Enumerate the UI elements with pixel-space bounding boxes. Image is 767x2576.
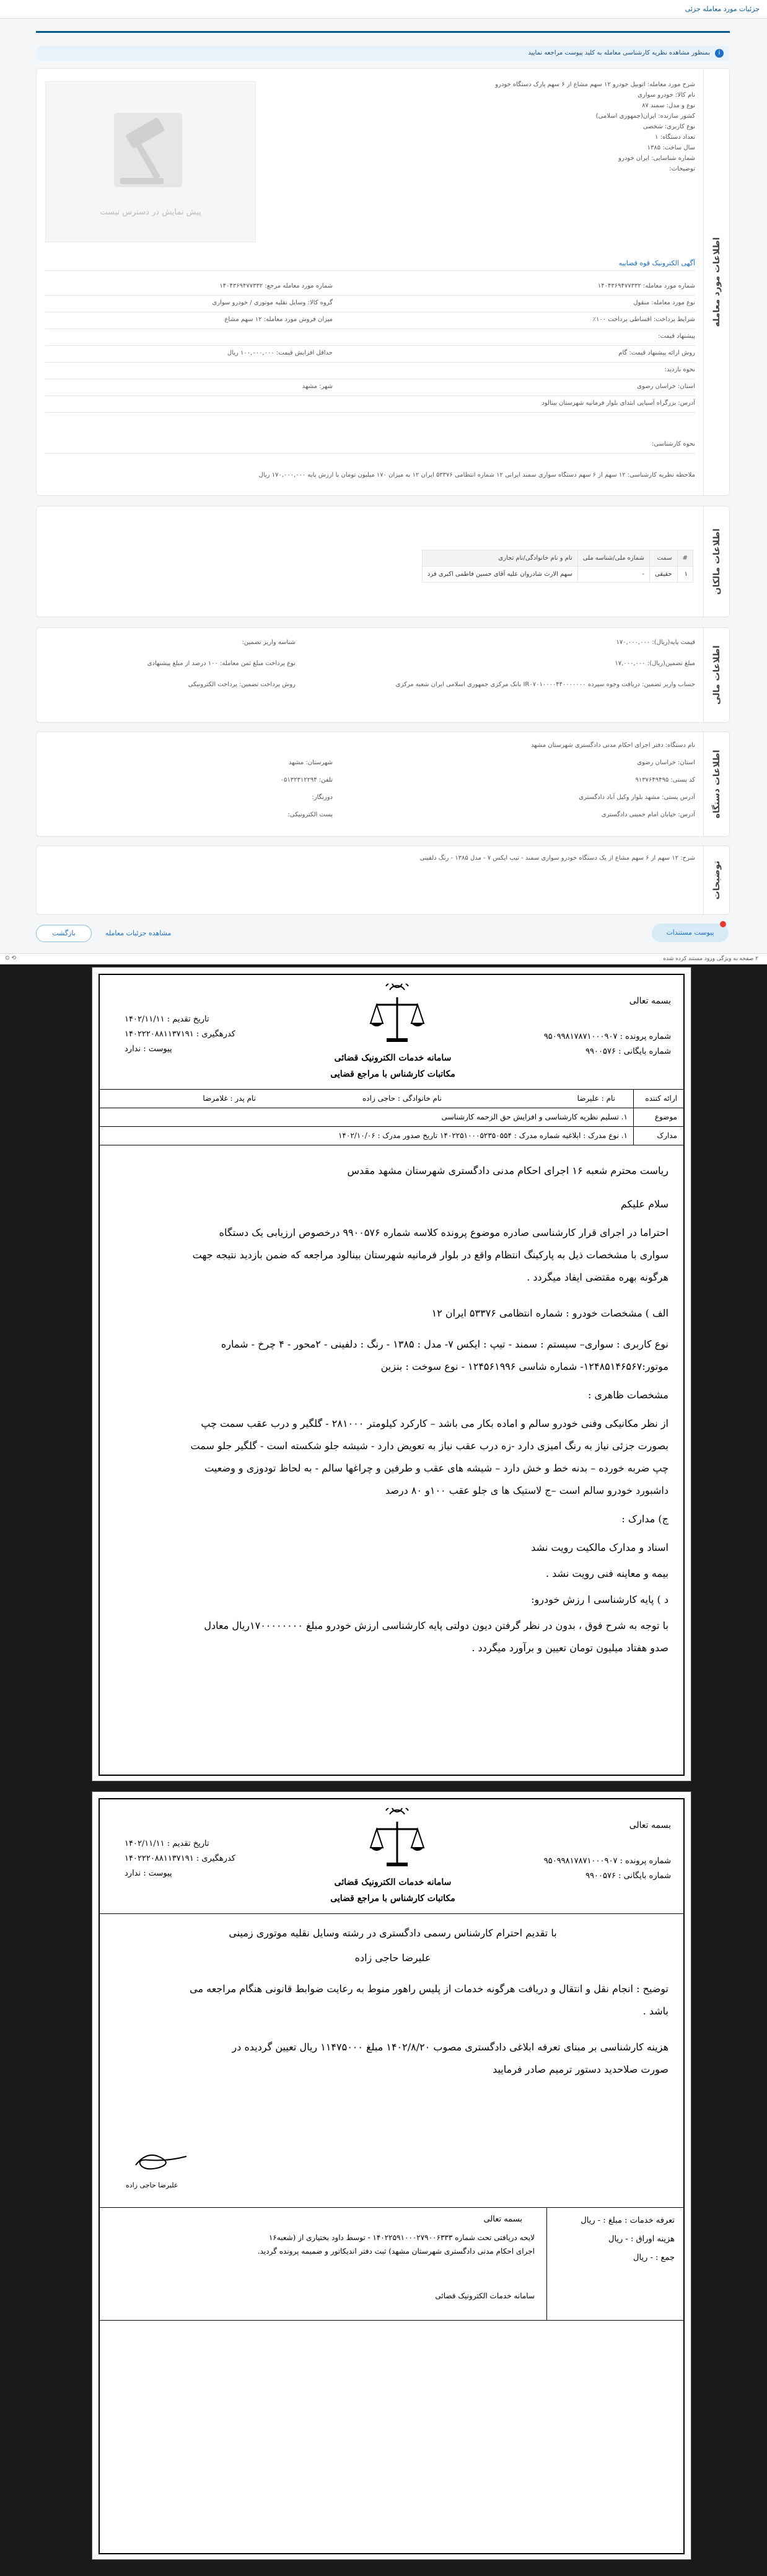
top-bar [0,0,767,19]
docs-line-2: بیمه و معاینه فنی رویت نشد . [545,1568,668,1579]
letter-body-2 [113,1978,668,2081]
field-left: حداقل افزایش قیمت: ۱۰۰,۰۰۰,۰۰۰ ریال [227,350,333,356]
table-header [422,550,693,567]
divider [45,395,695,396]
submit-date: تاریخ تقدیم : ۱۴۰۲/۱۱/۱۱ [125,1839,209,1848]
field-left: پست الکترونیکی: [287,811,333,818]
expert-name: علیرضا حاجی زاده [354,1952,431,1964]
system-subtitle: مکاتبات کارشناس با مراجع قضایی [330,1069,455,1079]
respect-line: با تقدیم احترام کارشناس رسمی دادگستری در رشته وسایل نقلیه موتوری زمینی [229,1927,557,1939]
case-number: شماره پرونده : ۹۵۰۹۹۸۱۷۸۷۱۰۰۰۹۰۷ [543,1856,671,1866]
description-line: نوع کاربری: شخصی [642,123,695,130]
viewer-controls-icon[interactable]: ⟲ ⊙ [5,955,16,961]
field-right: نوع مورد معامله: منقول [633,299,695,306]
system-subtitle: مکاتبات کارشناس با مراجع قضایی [330,1894,455,1903]
field-right: پیشنهاد قیمت: [658,333,695,340]
section-dal: د ) پایه کارشناسی ا رزش خودرو: [531,1594,668,1605]
owners-card [36,506,730,617]
paragraph-line: صدو هفتاد میلیون تومان تعیین و برآورد میگردد . [471,1642,668,1654]
paragraph-line: صورت صلاحدید دستور ترمیم صادر فرمایید [493,2063,668,2075]
rule [100,1089,683,1090]
paragraph-line: داشبورد خودرو سالم است –ج لاستیک ها ی جلو عقب ۱۰۰و ۸۰ درصد [385,1484,668,1496]
divider [45,345,695,346]
document-page-1 [92,967,691,1781]
judiciary-emblem-icon [369,1808,425,1870]
intro-paragraph [113,1222,668,1289]
field-left: تلفن: ۰۵۱۳۲۳۱۲۲۹۴ [280,777,333,783]
signature-icon [131,2146,193,2177]
description-line: سال ساخت: ۱۳۸۵ [647,144,695,151]
divider [45,270,695,271]
attachment-info: پیوست : ندارد [125,1044,172,1054]
paragraph-line: سواری با مشخصات ذیل به پارکینگ انتظام واقع در بلوار فرمانیه شهرستان بینالود مراجعه که ضمن بازدید نتیجه جهت [192,1249,668,1261]
receipt-system: سامانه خدمات الکترونیک قضائی [435,2291,535,2300]
submitter-label: ارائه کننده [645,1094,677,1103]
subject-card [36,68,730,496]
field-right: استان: خراسان رضوی [637,759,695,766]
note-paragraph [113,1978,668,2022]
table-cell: ۱ [677,567,693,583]
paragraph-line: با توجه به شرح فوق ، بدون در نظر گرفتن دیون دولتی پایه کارشناسی ارزش خودرو مبلغ ۱۷۰۰۰۰۰۰۰۰ریال معادل [204,1620,668,1631]
submitter-family: نام خانوادگی : حاجی زاده [362,1094,442,1103]
paragraph-line: هزینه کارشناسی بر مبنای تعرفه ابلاغی دادگستری مصوب ۱۴۰۲/۸/۲۰ مبلغ ۱۱۴۷۵۰۰۰ ریال تعیین گردیده در [232,2041,668,2053]
financial-section-title: اطلاعات مالی [703,628,729,722]
vehicle-specs [113,1333,668,1378]
paragraph-line: احتراما در اجرای قرار کارشناسی صادره موضوع پرونده کلاسه شماره ۹۹۰۰۵۷۶ درخصوص ارزیابی یک دستگاه [219,1227,668,1238]
notes-card [36,845,730,915]
attachment-info: پیوست : ندارد [125,1869,172,1878]
rule [100,1913,683,1914]
case-number: شماره پرونده : ۹۵۰۹۹۸۱۷۸۷۱۰۰۰۹۰۷ [543,1032,671,1041]
receipt-bismillah: بسمه تعالی [483,2215,522,2224]
rule [100,2320,683,2321]
device-card [36,731,730,837]
owners-table [422,550,693,583]
field-right: استان: خراسان رضوی [637,383,695,390]
preview-placeholder [45,81,256,242]
archive-number: شماره بایگانی : ۹۹۰۰۵۷۶ [585,1047,671,1056]
signature-name: علیرضا حاجی زاده [126,2181,178,2189]
table-cell: - [577,567,649,583]
divider [45,295,695,296]
rule [546,2207,547,2320]
table-header-cell: نام و نام خانوادگی/نام تجاری [422,550,577,567]
field-left: روش پرداخت تضمین: پرداخت الکترونیکی [188,681,296,688]
view-details-button[interactable]: مشاهده جزئیات معامله [105,929,172,937]
submit-date: تاریخ تقدیم : ۱۴۰۲/۱۱/۱۱ [125,1015,209,1024]
tracking-code: کدرهگیری : ۱۴۰۲۲۲۰۸۸۱۱۳۷۱۹۱ [125,1030,235,1039]
attachment-button[interactable]: پیوست مستندات [652,924,729,942]
judiciary-emblem-icon [369,984,425,1046]
device-section-title: اطلاعات دستگاه [703,732,729,836]
documents-label: مدارک [657,1131,677,1140]
field-right: آدرس: بزرگراه آسیایی ابتدای بلوار فرمانیه شهرستان بینالود [541,400,695,407]
table-cell: حقیقی [649,567,677,583]
app-content [0,19,767,953]
table-header-cell: # [677,550,693,567]
field-left: شهرستان: مشهد [289,759,333,766]
gavel-icon [108,100,195,200]
divider [45,412,695,413]
field-right: نحوه بازدید: [664,366,695,373]
submitter-name: نام : علیرضا [577,1094,615,1103]
preview-caption: پیش نمایش در دسترس نیست [100,208,201,217]
table-cell: سهم الارث شادروان علیه آقای حسین فاطمی اکبری فرد [422,567,577,583]
tracking-code: کدرهگیری : ۱۴۰۲۲۲۰۸۸۱۱۳۷۱۹۱ [125,1854,235,1863]
field-left: شماره مورد معامله مرجع: ۱۴۰۴۳۶۹۴۷۷۳۳۲ [219,283,333,289]
notes-section-title: توضیحات [703,846,729,914]
field-left: نوع پرداخت مبلغ ثمن معامله: ۱۰۰ درصد از مبلغ پیشنهادی [147,660,296,667]
fee-paragraph [113,2036,668,2081]
paragraph-line: باشد . [642,2005,668,2017]
bismillah: بسمه تعالی [629,1820,671,1830]
document-page-2 [92,1791,691,2560]
receipt-line: اجرای احکام مدنی دادگستری شهرستان مشهد) ثبت دفتر اندیکاتور و ضمیمه پرونده گردید. [257,2247,535,2256]
rule [100,2207,683,2208]
page-title: جزئیات مورد معامله جزئی [685,5,760,13]
info-alert [37,46,729,61]
electronic-notice-link[interactable]: آگهی الکترونیک قوه قضاییه [618,259,695,267]
letter-body-1 [113,1160,668,1659]
subject-label: موضوع [654,1113,677,1121]
paragraph-line: توضیح : انجام نقل و انتقال و دریافت هرگونه خدمات از پلیس راهور منوط به رعایت ضوابط قانونی هنگام مراجعه می [190,1983,668,1995]
field-right: قیمت پایه(ریال): ۱۷۰,۰۰۰,۰۰۰ [616,639,695,646]
valuation-paragraph [113,1615,668,1659]
field-right: شرایط پرداخت: اقساطی پرداخت ۱۰۰٪ [592,316,695,323]
system-title: سامانه خدمات الکترونیک قضائی [334,1053,452,1063]
appearance-heading: مشخصات ظاهری : [588,1389,668,1401]
viewer-toolbar [0,953,767,964]
field-right: شماره مورد معامله: ۱۴۰۴۳۶۹۴۷۷۳۳۲ [597,283,695,289]
table-row [422,567,693,583]
letter-heading: ریاست محترم شعبه ۱۶ اجرای احکام مدنی دادگستری شهرستان مشهد مقدس [347,1165,668,1176]
field-right: آدرس پستی: مشهد بلوار وکیل آباد دادگستری [579,794,695,801]
document-viewer [0,964,767,2576]
field-left: شهر: مشهد [302,383,333,390]
field-right: نام دستگاه: دفتر اجرای احکام مدنی دادگستری شهرستان مشهد [531,742,695,749]
fee-papers: هزینه اوراق : - ریال [608,2234,675,2244]
table-header-cell: سمت [649,550,677,567]
paragraph-line: از نظر مکانیکی وفنی خودرو سالم و اماده بکار می باشد – کارکرد کیلومتر ۲۸۱۰۰۰ - گلگیر و درب عقب سمت چپ [201,1418,668,1429]
documents-text: ۱. نوع مدرک : ابلاغیه شماره مدرک : ۱۴۰۲۲۵۱۰۰۰۵۲۳۵۰۵۵۴ تاریخ صدور مدرک : ۱۴۰۲/۱۰/۰۶ [338,1131,628,1140]
description-line: توضیحات: [669,165,695,172]
subject-section-title: اطلاعات مورد معامله [703,69,729,495]
section-jim: ج) مدارک : [621,1513,668,1525]
description-line: نوع و مدل: سمند ۸۷ [642,102,695,109]
paragraph-line: هرگونه بهره مقتضی ایفاد میگردد . [527,1271,668,1283]
section-alef: الف ) مشخصات خودرو : شماره انتظامی ۵۳۳۷۶ ایران ۱۲ [431,1307,668,1319]
description-line: کشور سازنده: ایران(جمهوری اسلامی) [595,113,695,120]
field-left: گروه کالا: وسایل نقلیه موتوری / خودرو سواری [212,299,333,306]
docs-line-1: اسناد و مدارک مالکیت رویت نشد [531,1542,668,1553]
subject-text: ۱. تسلیم نظریه کارشناسی و افزایش حق الزحمه کارشناسی [441,1113,628,1121]
info-icon: i [715,49,724,58]
paragraph-line: چپ ضربه خورده – بدنه خط و خش دارد – شیشه های عقب و طرفین و چراغها سالم - به لحاظ تودوزی و وضعیت [204,1462,668,1474]
notification-dot [720,921,726,927]
expert-opinion-line: ملاحظه نظریه کارشناسی: ۱۲ سهم از ۶ سهم دستگاه سواری سمند ایرانی ۱۲ شماره انتظامی ۵۳۳۷۶ ایران ۱۲ به میزان ۱۷۰ میلیون تومان با ارزش پایه ۱۷۰,۰۰۰,۰۰۰ ریال [258,472,695,479]
field-right: آدرس: خیابان امام خمینی دادگستری [601,811,695,818]
rule [100,1126,683,1127]
field-right: مبلغ تضمین(ریال): ۱۷,۰۰۰,۰۰۰ [615,660,695,667]
description-line: تعداد دستگاه: ۱ [655,134,695,141]
header-stripe [36,31,730,33]
fee-total: جمع : - ریال [633,2253,675,2262]
table-header-cell: شماره ملی/شناسه ملی [577,550,649,567]
bismillah: بسمه تعالی [629,996,671,1006]
document-frame [99,974,685,1776]
fee-tariff: تعرفه خدمات : مبلغ : - ریال [581,2216,675,2225]
field-right: نحوه کارشناسی: [652,441,695,448]
document-frame [99,1798,685,2554]
field-left: شناسه واریز تضمین: [242,639,296,646]
field-right: کد پستی: ۹۱۳۷۶۴۹۴۹۵ [635,777,695,783]
description-line: نام کالا: خودرو سواری [638,92,695,99]
submitter-father: نام پدر : غلامرضا [203,1094,256,1103]
alert-message: بمنظور مشاهده نظریه کارشناسی معامله به کلید پیوست مراجعه نمایید [528,50,710,56]
field-right: حساب واریز تضمین: دریافت وجوه سپرده IR۰۷۰۱۰۰۰۰۴۴۰۰۰۰۰۰۰ بانک مرکزی جمهوری اسلامی ایران شعبه مرکزی [395,681,695,688]
description-line: شماره شناسایی: ایران خودرو [618,155,695,162]
archive-number: شماره بایگانی : ۹۹۰۰۵۷۶ [585,1871,671,1881]
system-title: سامانه خدمات الکترونیک قضائی [334,1877,452,1887]
viewer-status: ۲ صفحه به ویژگی ورود مستند کرده شده [663,956,758,962]
field-right: روش ارائه پیشنهاد قیمت: گام [618,350,695,356]
owners-section-title: اطلاعات مالکان [703,506,729,617]
appearance-paragraph [113,1413,668,1502]
divider [45,362,695,363]
financial-card [36,627,730,723]
field-left: دورنگار: [312,794,333,801]
back-button[interactable]: بازگشت [36,925,92,942]
divider [45,453,695,454]
greeting: سلام علیکم [620,1198,668,1210]
notes-text: شرح: ۱۲ سهم از ۶ سهم مشاع از یک دستگاه خودرو سواری سمند - تیپ ایکس ۷ - مدل ۱۳۸۵ - رنگ دلفینی [419,855,695,862]
description-line: شرح مورد معامله: اتوبیل خودرو ۱۲ سهم مشاع از ۶ سهم پارک دستگاه خودرو [495,81,695,88]
receipt-line: لایحه دریافتی تحت شماره ۱۴۰۲۲۵۹۱۰۰۰۲۷۹۰۰۶۳۳۳ - توسط داود بختیاری از (شعبه۱۶ [268,2233,535,2242]
rule [633,1089,634,1145]
paragraph-line: موتور:۱۲۴۸۵۱۴۶۵۶۷- شماره شاسی ۱۲۴۵۶۱۹۹۶ - نوع سوخت : بنزین [380,1361,668,1372]
paragraph-line: بصورت جزئی نیاز به رنگ امیزی دارد -زه درب عقب نیاز به تعویض دارد - شیشه جلو شکسته است - گلگیر جلو سمت [190,1440,668,1452]
paragraph-line: نوع کاربری : سواری– سیستم : سمند - تیپ : ایکس ۷- مدل : ۱۳۸۵ - رنگ : دلفینی - ۲محور - ۴ چرخ - شماره [221,1338,668,1350]
field-left: میزان فروش مورد معامله: ۱۲ سهم مشاع [224,316,333,323]
